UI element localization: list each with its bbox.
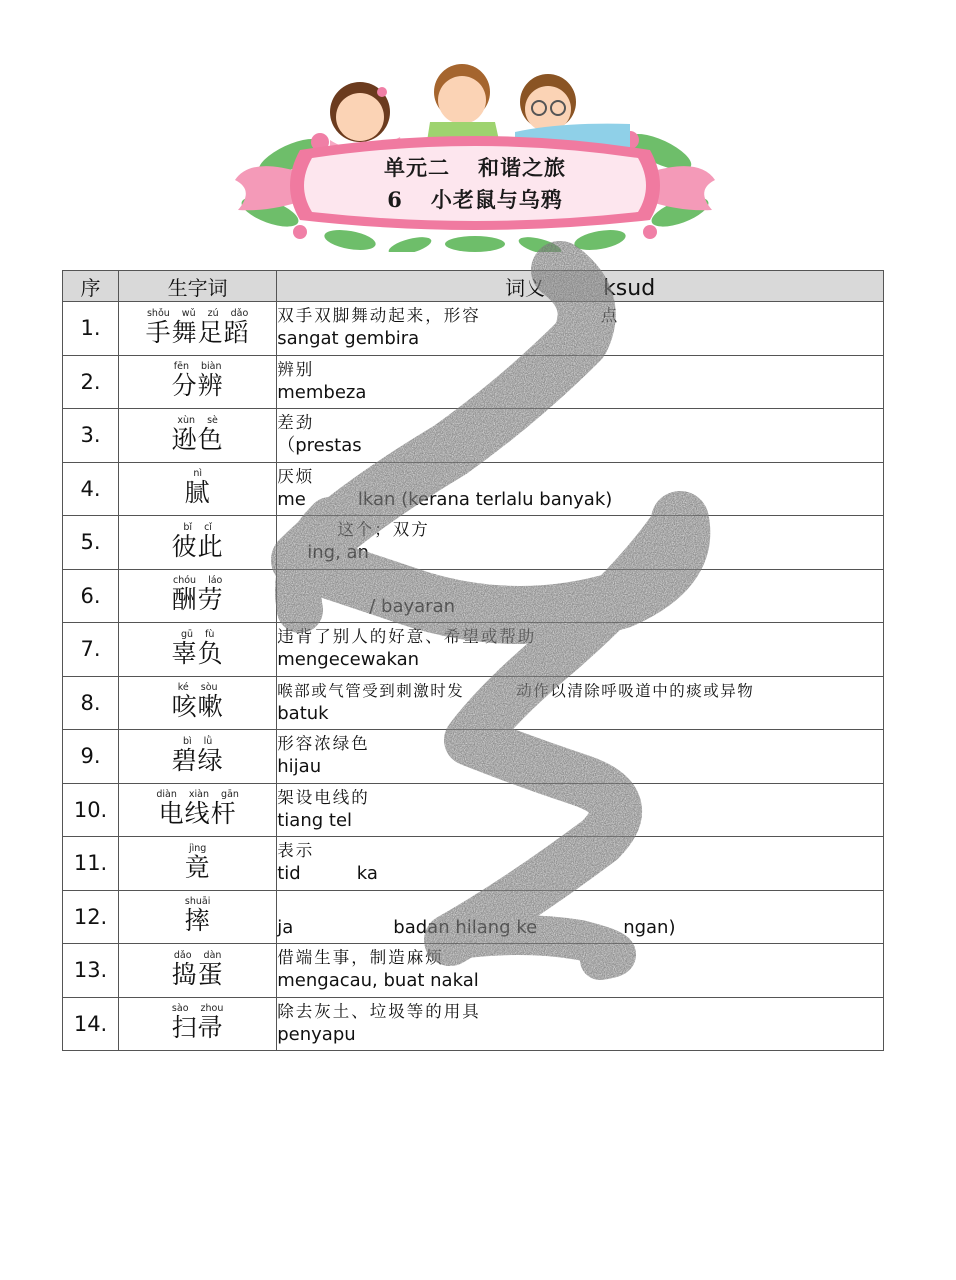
- row-hanzi: 电线杆: [158, 799, 237, 829]
- row-pinyin: ké sòu: [177, 682, 218, 694]
- row-number: 6.: [63, 569, 119, 623]
- row-meaning-zh: [277, 305, 883, 327]
- row-meaning-ms: sangat gembira: [277, 328, 420, 350]
- row-meaning-zh-tail: 点: [600, 306, 620, 326]
- row-meaning-zh: 除去灰土、垃圾等的用具: [277, 1001, 481, 1021]
- lesson-number: 6: [387, 187, 403, 212]
- row-number: 10.: [63, 783, 119, 837]
- row-meaning-zh: 架设电线的: [277, 787, 370, 807]
- row-meaning-ms: [277, 595, 883, 619]
- row-number: 4.: [63, 462, 119, 516]
- row-meaning-cell: [277, 569, 884, 623]
- row-pinyin: diàn xiàn gān: [156, 789, 239, 801]
- row-hanzi: 分辨: [171, 371, 224, 401]
- row-word-cell: [119, 462, 277, 516]
- row-meaning-ms: hijau: [277, 756, 322, 778]
- row-meaning-zh: [277, 519, 883, 541]
- row-meaning-zh: [277, 680, 883, 702]
- row-word-cell: [119, 623, 277, 677]
- row-pinyin: shuāi: [184, 896, 211, 908]
- row-word-cell: [119, 516, 277, 570]
- row-pinyin: nì: [193, 468, 202, 480]
- row-meaning-ms-tail: ka: [356, 863, 378, 885]
- table-row: [63, 409, 884, 463]
- row-meaning-ms: batuk: [277, 702, 329, 724]
- row-pinyin: bì lǜ: [182, 735, 213, 747]
- row-word-cell: [119, 302, 277, 356]
- row-pinyin: fēn biàn: [173, 361, 222, 373]
- banner-lesson-title: [230, 184, 720, 214]
- row-meaning-zh: 违背了别人的好意、希望或帮助: [277, 627, 537, 647]
- row-number: 12.: [63, 890, 119, 944]
- unit-label: 单元二: [384, 155, 450, 180]
- row-meaning-ms-text: me: [277, 488, 306, 510]
- row-meaning-ms: membeza: [277, 381, 367, 403]
- row-meaning-cell: [277, 355, 884, 409]
- row-word-cell: [119, 890, 277, 944]
- row-meaning-ms: mengecewakan: [277, 649, 420, 671]
- row-meaning-ms-text: ing, an: [307, 542, 369, 564]
- row-hanzi: 手舞足蹈: [145, 317, 250, 347]
- row-word-cell: [119, 409, 277, 463]
- table-row: [63, 623, 884, 677]
- row-meaning-zh-text: 喉部或气管受到刺激时发: [277, 681, 465, 700]
- row-word-cell: [119, 944, 277, 998]
- row-word-cell: [119, 783, 277, 837]
- row-meaning-ms: tiang tel: [277, 809, 353, 831]
- row-meaning-zh: 借端生事，制造麻烦: [277, 948, 444, 968]
- banner-unit-title: [230, 152, 720, 182]
- lesson-banner: [230, 62, 720, 252]
- row-meaning-ms: [277, 541, 883, 565]
- row-number: 5.: [63, 516, 119, 570]
- header-word: 生字词: [119, 271, 277, 302]
- row-number: 13.: [63, 944, 119, 998]
- row-pinyin: sào zhou: [171, 1003, 224, 1015]
- row-meaning-zh: 形容浓绿色: [277, 734, 370, 754]
- row-number: 9.: [63, 730, 119, 784]
- row-meaning-cell: [277, 730, 884, 784]
- row-hanzi: 逊色: [171, 424, 224, 454]
- row-hanzi: 辜负: [171, 638, 224, 668]
- header-meaning: [277, 271, 884, 302]
- row-meaning-cell: [277, 944, 884, 998]
- row-meaning-zh-tail: 动作以清除呼吸道中的痰或异物: [516, 681, 755, 700]
- row-meaning-ms: [277, 488, 883, 512]
- row-meaning-zh: [277, 573, 883, 595]
- header-number: 序: [63, 271, 119, 302]
- row-meaning-cell: [277, 997, 884, 1051]
- row-meaning-zh: 辨别: [277, 359, 315, 379]
- header-meaning-ms: ksud: [603, 275, 656, 301]
- header-meaning-zh: 词义: [505, 275, 546, 300]
- table-row: [63, 997, 884, 1051]
- row-hanzi: 捣蛋: [171, 959, 224, 989]
- row-meaning-zh: 表示: [277, 841, 315, 861]
- row-meaning-ms-tail: badan hilang ke: [393, 916, 538, 938]
- row-hanzi: 碧绿: [171, 745, 224, 775]
- row-hanzi: 彼此: [171, 531, 224, 561]
- row-meaning-zh-text: 双手双脚舞动起来，形容: [277, 306, 481, 326]
- row-meaning-zh-text: 这个；双方: [337, 520, 430, 540]
- row-meaning-cell: [277, 516, 884, 570]
- lesson-name: 小老鼠与乌鸦: [430, 187, 563, 212]
- row-pinyin: dǎo dàn: [173, 949, 222, 961]
- table-row: [63, 890, 884, 944]
- table-header-row: [63, 271, 884, 302]
- row-meaning-ms: （prestas: [277, 435, 362, 457]
- row-pinyin: shǒu wǔ zú dǎo: [146, 307, 249, 319]
- row-meaning-ms: [277, 916, 883, 940]
- table-row: [63, 676, 884, 730]
- unit-theme: 和谐之旅: [478, 155, 566, 180]
- row-hanzi: 摔: [184, 906, 211, 936]
- row-meaning-cell: [277, 302, 884, 356]
- row-meaning-ms: mengacau, buat nakal: [277, 970, 479, 992]
- row-meaning-cell: [277, 676, 884, 730]
- row-hanzi: 酬劳: [171, 585, 224, 615]
- row-number: 14.: [63, 997, 119, 1051]
- row-word-cell: [119, 569, 277, 623]
- row-number: 2.: [63, 355, 119, 409]
- row-pinyin: jìng: [188, 842, 207, 854]
- vocabulary-table: [62, 270, 884, 1051]
- row-meaning-ms-text: ja: [277, 916, 294, 938]
- row-meaning-ms-tail2: ngan): [623, 916, 676, 938]
- row-pinyin: xùn sè: [177, 414, 218, 426]
- row-meaning-ms-text: / bayaran: [369, 595, 456, 617]
- row-number: 8.: [63, 676, 119, 730]
- row-meaning-cell: [277, 409, 884, 463]
- row-meaning-cell: [277, 462, 884, 516]
- row-meaning-zh: [277, 894, 883, 916]
- table-row: [63, 569, 884, 623]
- row-number: 1.: [63, 302, 119, 356]
- row-meaning-ms-tail: lkan (kerana terlalu banyak): [357, 488, 613, 510]
- row-meaning-cell: [277, 890, 884, 944]
- row-pinyin: bǐ cǐ: [183, 521, 212, 533]
- row-meaning-zh: 厌烦: [277, 466, 315, 486]
- table-row: [63, 516, 884, 570]
- row-meaning-ms: penyapu: [277, 1023, 356, 1045]
- row-hanzi: 竟: [184, 852, 211, 882]
- row-pinyin: chóu láo: [172, 575, 223, 587]
- row-meaning-zh: 差劲: [277, 413, 315, 433]
- row-word-cell: [119, 997, 277, 1051]
- row-meaning-cell: [277, 623, 884, 677]
- row-word-cell: [119, 837, 277, 891]
- row-number: 3.: [63, 409, 119, 463]
- row-word-cell: [119, 355, 277, 409]
- row-pinyin: gū fù: [180, 628, 215, 640]
- row-word-cell: [119, 730, 277, 784]
- table-row: [63, 944, 884, 998]
- row-hanzi: 扫帚: [171, 1013, 224, 1043]
- table-row: [63, 783, 884, 837]
- table-row: [63, 302, 884, 356]
- row-meaning-ms: [277, 862, 883, 886]
- row-hanzi: 咳嗽: [171, 692, 224, 722]
- row-number: 7.: [63, 623, 119, 677]
- row-number: 11.: [63, 837, 119, 891]
- row-word-cell: [119, 676, 277, 730]
- table-row: [63, 462, 884, 516]
- table-row: [63, 837, 884, 891]
- row-meaning-cell: [277, 837, 884, 891]
- table-row: [63, 730, 884, 784]
- row-meaning-cell: [277, 783, 884, 837]
- row-hanzi: 腻: [184, 478, 211, 508]
- table-row: [63, 355, 884, 409]
- row-meaning-ms-text: tid: [277, 863, 301, 885]
